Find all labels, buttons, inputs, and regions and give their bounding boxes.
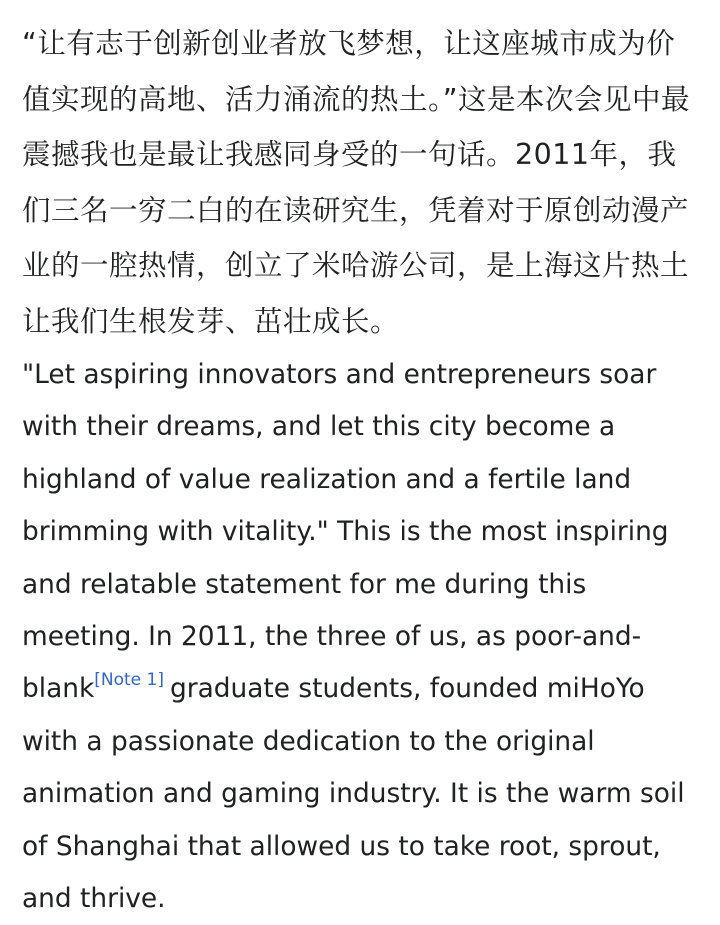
chinese-quote-text: “让有志于创新创业者放飞梦想，让这座城市成为价值实现的高地、活力涌流的热土。”这是本次会见中最震撼我也是最让我感同身受的一句话。2011年，我们三名一穷二白的在读研究生，凭着对于原创动漫产业的一腔热情，创立了米哈游公司，是上海这片热土让我们生根发芽、茁壮成长。 <box>22 27 691 338</box>
footnote-reference <box>94 670 164 690</box>
translation-line: brimming with vitality." This is the most inspiring <box>22 516 669 548</box>
translation-line: with their dreams, and let this city become a <box>22 411 616 443</box>
translation-text: graduate students, founded miHoYo <box>170 673 645 705</box>
translation-line: animation and gaming industry. It is the warm soil <box>22 778 685 810</box>
translation-text: blank <box>22 673 95 705</box>
translation-line-with-note <box>22 663 704 715</box>
quote-section <box>22 16 704 925</box>
english-translation-paragraph <box>22 349 704 925</box>
translation-line: "Let aspiring innovators and entrepreneurs soar <box>22 359 657 390</box>
translation-line: of Shanghai that allowed us to take root, sprout, <box>22 830 661 862</box>
translation-line: highland of value realization and a fertile land <box>22 463 632 495</box>
chinese-quote-paragraph <box>22 16 704 349</box>
footnote-link[interactable]: [Note 1] <box>94 670 164 691</box>
translation-line: meeting. In 2011, the three of us, as poor-and- <box>22 621 642 653</box>
translation-line: and thrive. <box>22 883 166 915</box>
translation-line: and relatable statement for me during this <box>22 568 587 600</box>
translation-line: with a passionate dedication to the original <box>22 725 595 757</box>
